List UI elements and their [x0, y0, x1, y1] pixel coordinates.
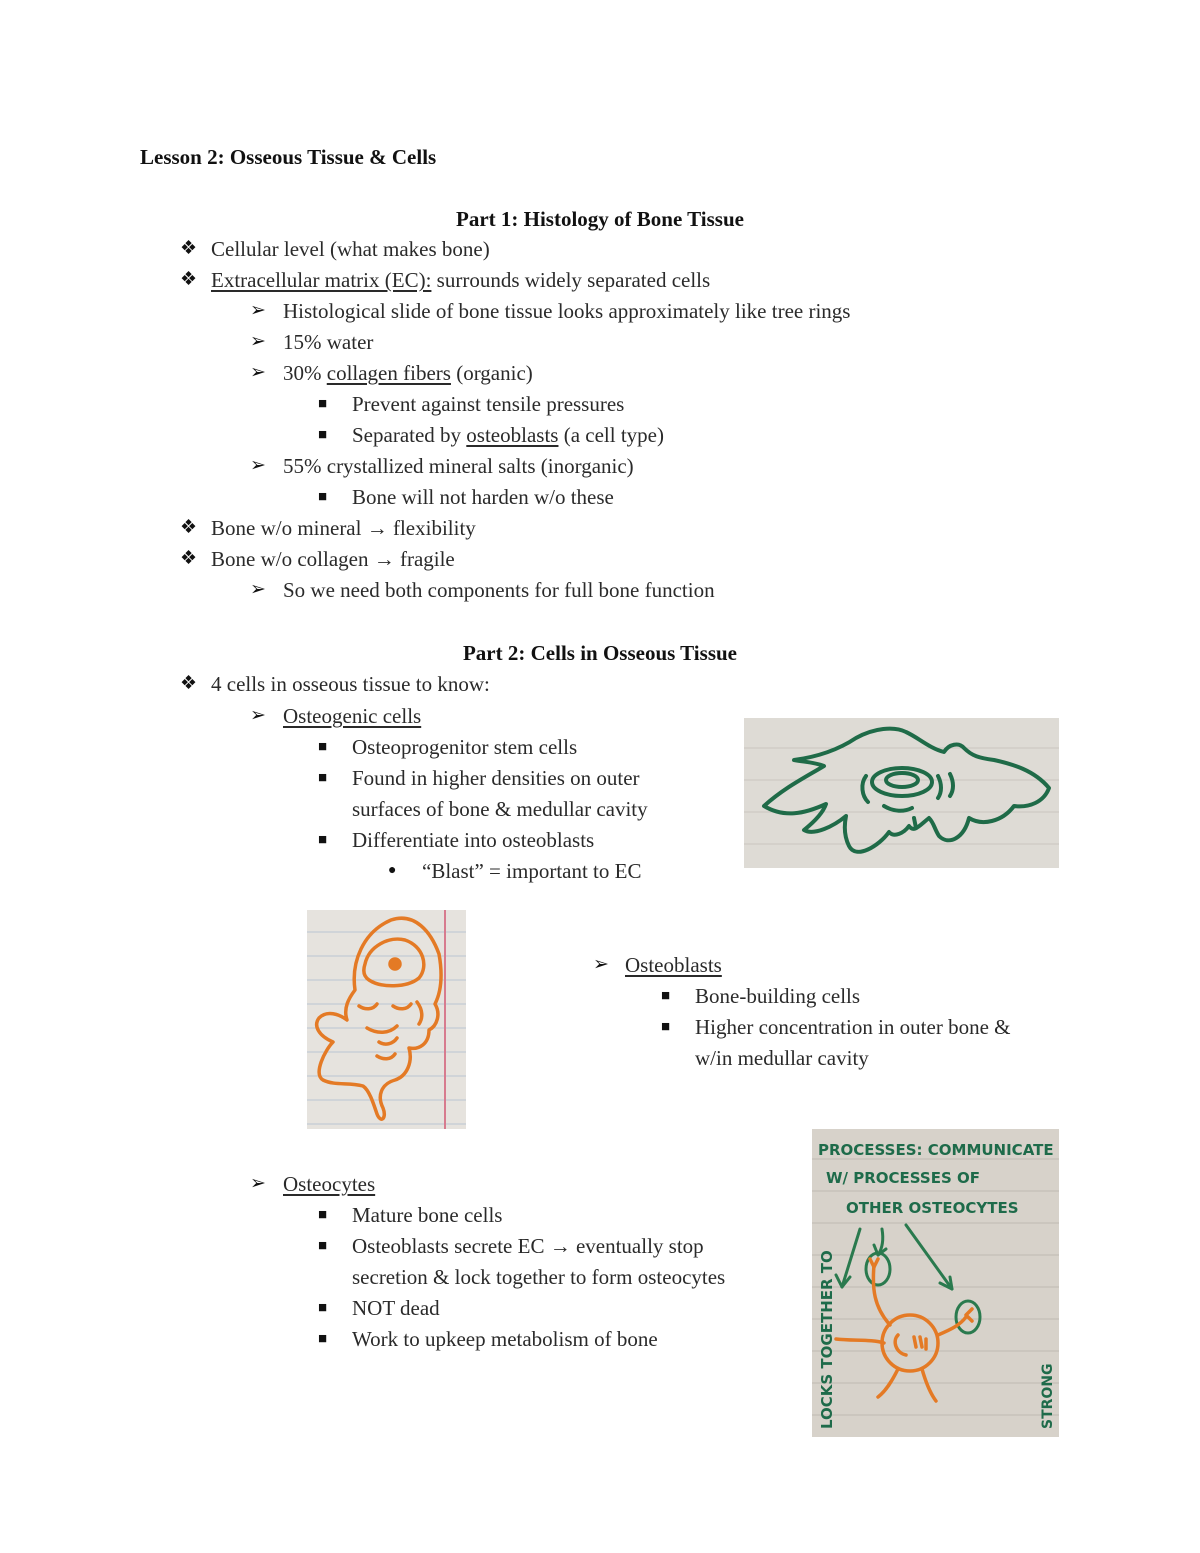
osteocytes-title: Osteocytes [283, 1172, 376, 1196]
arrow-bullet-icon: ➢ [250, 300, 266, 321]
osteogenic-p1: Osteoprogenitor stem cells [352, 735, 578, 759]
arrow-bullet-icon: ➢ [250, 331, 266, 352]
osteogenic-p2b: surfaces of bone & medullar cavity [352, 797, 648, 821]
p1-line7-pre: Separated by [352, 423, 467, 447]
sketch-caption-right: STRONG [1040, 1363, 1056, 1429]
p1-line2-rest: surrounds widely separated cells [431, 268, 711, 292]
square-bullet-icon: ■ [661, 1019, 671, 1035]
dot-bullet-icon: ● [388, 863, 397, 878]
square-bullet-icon: ■ [661, 988, 671, 1004]
osteoblasts-p2b: w/in medullar cavity [695, 1046, 869, 1070]
sketch-caption-line1: PROCESSES: COMMUNICATE [818, 1141, 1054, 1159]
part1-heading: Part 1: Histology of Bone Tissue [456, 207, 744, 231]
square-bullet-icon: ■ [318, 739, 328, 755]
osteoblasts-p2a: Higher concentration in outer bone & [695, 1015, 1011, 1039]
diamond-bullet-icon: ❖ [180, 269, 198, 290]
osteoblast-cell-sketch [307, 910, 466, 1129]
arrow-bullet-icon: ➢ [250, 579, 266, 600]
p1-line2 [211, 267, 710, 293]
p1-line7 [352, 422, 664, 448]
p1-line11: Bone w/o collagen → fragile [211, 547, 455, 571]
p1-line3: Histological slide of bone tissue looks approximately like tree rings [283, 299, 851, 323]
sketch-caption-line2: W/ PROCESSES OF [826, 1169, 980, 1187]
arrow-bullet-icon: ➢ [593, 954, 609, 975]
square-bullet-icon: ■ [318, 1238, 328, 1254]
diamond-bullet-icon: ❖ [180, 517, 198, 538]
arrow-bullet-icon: ➢ [250, 362, 266, 383]
osteocytes-p3: NOT dead [352, 1296, 440, 1320]
square-bullet-icon: ■ [318, 770, 328, 786]
part2-heading: Part 2: Cells in Osseous Tissue [462, 641, 737, 665]
diamond-bullet-icon: ❖ [180, 238, 198, 259]
square-bullet-icon: ■ [318, 832, 328, 848]
p1-line7-post: (a cell type) [558, 423, 664, 447]
osteoblasts-p1: Bone-building cells [695, 984, 861, 1008]
osteogenic-p3: Differentiate into osteoblasts [352, 828, 595, 852]
osteogenic-title: Osteogenic cells [283, 704, 422, 728]
osteogenic-cell-drawing [744, 718, 1059, 868]
osteocytes-p4: Work to upkeep metabolism of bone [352, 1327, 658, 1351]
osteoblast-cell-drawing [307, 910, 466, 1129]
osteocytes-p2b: secretion & lock together to form osteocytes [352, 1265, 726, 1289]
square-bullet-icon: ■ [318, 489, 328, 505]
arrow-bullet-icon: ➢ [250, 455, 266, 476]
arrow-bullet-icon: ➢ [250, 1173, 266, 1194]
diamond-bullet-icon: ❖ [180, 673, 198, 694]
p1-line6: Prevent against tensile pressures [352, 392, 625, 416]
p1-line9: Bone will not harden w/o these [352, 485, 614, 509]
square-bullet-icon: ■ [318, 427, 328, 443]
square-bullet-icon: ■ [318, 396, 328, 412]
p1-line8: 55% crystallized mineral salts (inorganic) [283, 454, 634, 478]
p1-line12: So we need both components for full bone function [283, 578, 715, 602]
osteogenic-p4: “Blast” = important to EC [422, 859, 642, 883]
osteoblasts-title: Osteoblasts [625, 953, 722, 977]
term-osteoblasts: osteoblasts [466, 423, 559, 447]
p1-line5-pre: 30% [283, 361, 327, 385]
term-collagen-fibers: collagen fibers [326, 361, 451, 385]
arrow-bullet-icon: ➢ [250, 705, 266, 726]
osteocyte-cell-sketch [812, 1129, 1059, 1437]
diamond-bullet-icon: ❖ [180, 548, 198, 569]
term-extracellular-matrix: Extracellular matrix (EC): [211, 268, 432, 292]
osteocytes-p2a: Osteoblasts secrete EC → eventually stop [352, 1234, 704, 1258]
sketch-caption-left: LOCKS TOGETHER TO [818, 1250, 836, 1429]
osteocyte-cell-drawing [812, 1129, 1059, 1437]
lesson-title: Lesson 2: Osseous Tissue & Cells [140, 145, 437, 169]
p1-line5 [283, 360, 533, 386]
sketch-caption-line3: OTHER OSTEOCYTES [846, 1199, 1019, 1217]
square-bullet-icon: ■ [318, 1300, 328, 1316]
p1-line4: 15% water [283, 330, 374, 354]
osteogenic-p2a: Found in higher densities on outer [352, 766, 640, 790]
square-bullet-icon: ■ [318, 1331, 328, 1347]
osteocytes-p1: Mature bone cells [352, 1203, 503, 1227]
p1-line5-post: (organic) [450, 361, 533, 385]
osteogenic-cell-sketch [744, 718, 1059, 868]
p1-line10: Bone w/o mineral → flexibility [211, 516, 476, 540]
p1-line1: Cellular level (what makes bone) [211, 237, 490, 261]
p2-intro: 4 cells in osseous tissue to know: [211, 672, 490, 696]
square-bullet-icon: ■ [318, 1207, 328, 1223]
